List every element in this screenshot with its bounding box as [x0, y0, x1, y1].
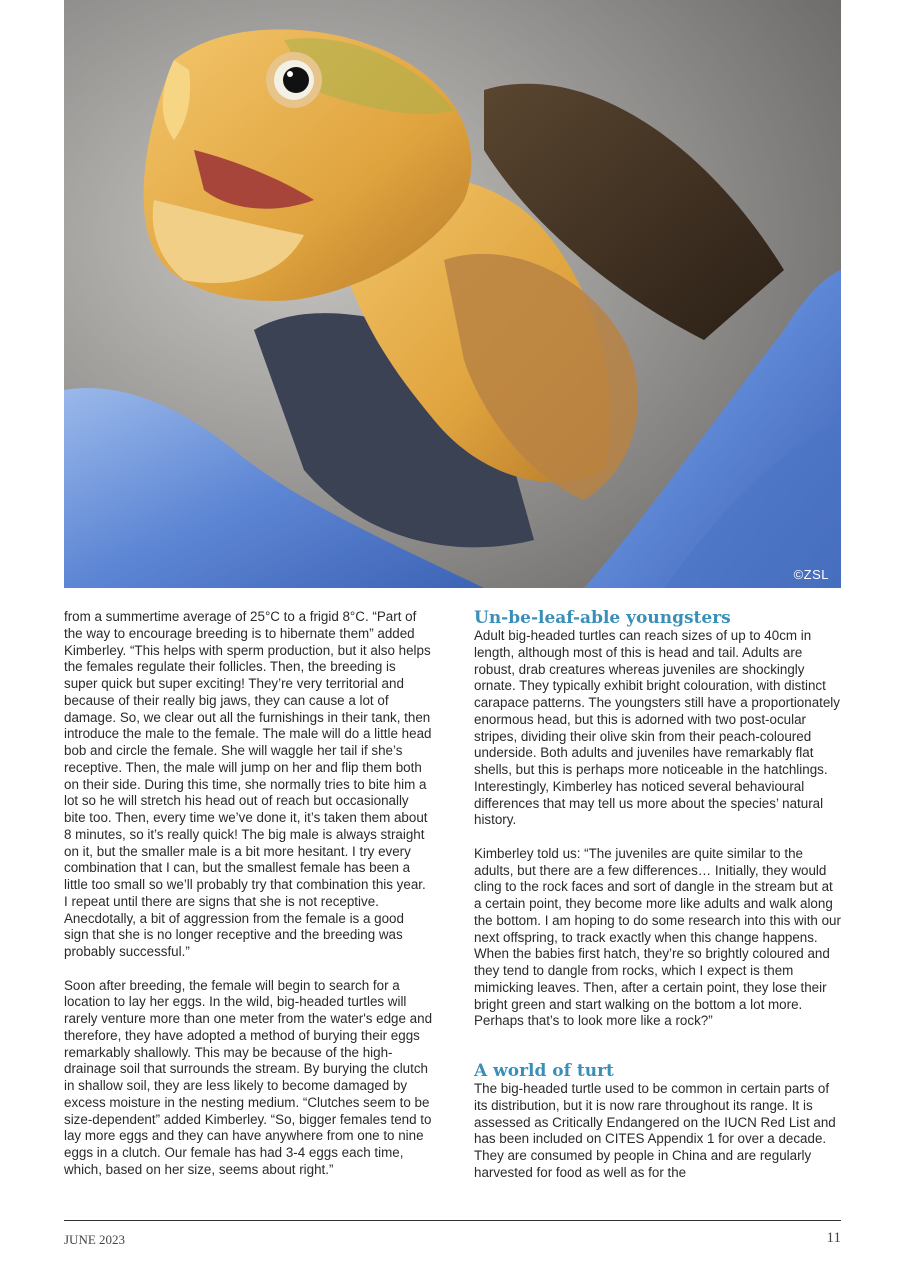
- right-column: [474, 609, 842, 1182]
- body-paragraph: Soon after breeding, the female will begin to search for a location to lay her eggs. In the wild, big-headed turtles will rarely venture more than one meter from the water's edge and therefore, they have adopted a method of burying their eggs remarkably shallowly. This may be because of the high-drainage soil that surrounds the stream. By burying the clutch in shallow soil, they are less likely to become damaged by excess moisture in the nesting medium. “Clutches seem to be size-dependent” added Kimberley. “So, bigger females tend to lay more eggs and they can have anywhere from one to nine eggs in a clutch. Our female has had 3-4 eggs each time, which, based on her size, seems about right.”: [64, 977, 433, 1177]
- photo-credit: ©ZSL: [793, 567, 829, 582]
- body-paragraph: Kimberley told us: “The juveniles are quite similar to the adults, but there are a few differences… Initially, they would cling to the rock faces and sort of dangle in the stream but at a certain point, they become more like adults and walk along the bottom. I am hoping to do some research into this with our next offspring, to track exactly when this change happens. When the babies first hatch, they’re so brightly coloured and they tend to dangle from rocks, which I expect is them mimicking leaves. Then, after a certain point, they lose their bright green and start walking on the bottom a lot more. Perhaps that’s to look more like a rock?”: [474, 845, 841, 1029]
- turtle-photo: [64, 0, 841, 588]
- body-paragraph: from a summertime average of 25°C to a frigid 8°C. “Part of the way to encourage breeding is to hibernate them” added Kimberley. “This helps with sperm production, but it also helps the females regulate their follicles. Then, the breeding is super quick but super exciting! They’re very territorial and because of their really big jaws, they can cause a lot of damage. So, we clear out all the furnishings in their tank, then introduce the male to the female. The male will do a little head bob and circle the female. She will waggle her tail if she’s receptive. Then, the male will jump on her and flip them both on their side. During this time, she normally tries to bite him a lot so he will stretch his head out of reach but occasionally bite too. Then, every time we’ve done it, it’s taken them about 8 minutes, so it’s really quick! The big male is always straight on it, but the smaller male is a bit more hesitant. I try every combination that I can, but the smallest female has been a little too small so we’ll probably try that combination this year. I repeat until there are signs that she is not receptive. Anecdotally, a bit of aggression from the female is a good sign that she is no longer receptive and the breeding was probably successful.”: [64, 609, 432, 959]
- section-heading-youngsters: Un-be-leaf-able youngsters: [474, 608, 731, 628]
- footer-divider: [64, 1220, 841, 1221]
- turtle-illustration: [64, 0, 841, 588]
- page-number: 11: [826, 1230, 841, 1246]
- section-heading-world-of-turt: A world of turt: [474, 1061, 614, 1081]
- issue-date: JUNE 2023: [64, 1232, 126, 1247]
- body-paragraph: Adult big-headed turtles can reach sizes of up to 40cm in length, although most of this is head and tail. Adults are robust, drab creatures whereas juveniles are shockingly ornate. They typically exhibit bright colouration, with distinct carapace patterns. The youngsters still have a proportionately enormous head, but this is adorned with two post-ocular stripes, dividing their olive skin from their peach-coloured underside. Both adults and juveniles have remarkably flat shells, but this is perhaps more noticeable in the hatchlings. Interestingly, Kimberley has noticed several behavioural differences that may tell us more about the species’ natural history.: [474, 628, 840, 828]
- body-paragraph: The big-headed turtle used to be common in certain parts of its distribution, but it is now rare throughout its range. It is assessed as Critically Endangered on the IUCN Red List and has been included on CITES Appendix 1 for over a decade. They are consumed by people in China and are regularly harvested for food as well as for the: [474, 1081, 836, 1180]
- left-column: [64, 609, 432, 1179]
